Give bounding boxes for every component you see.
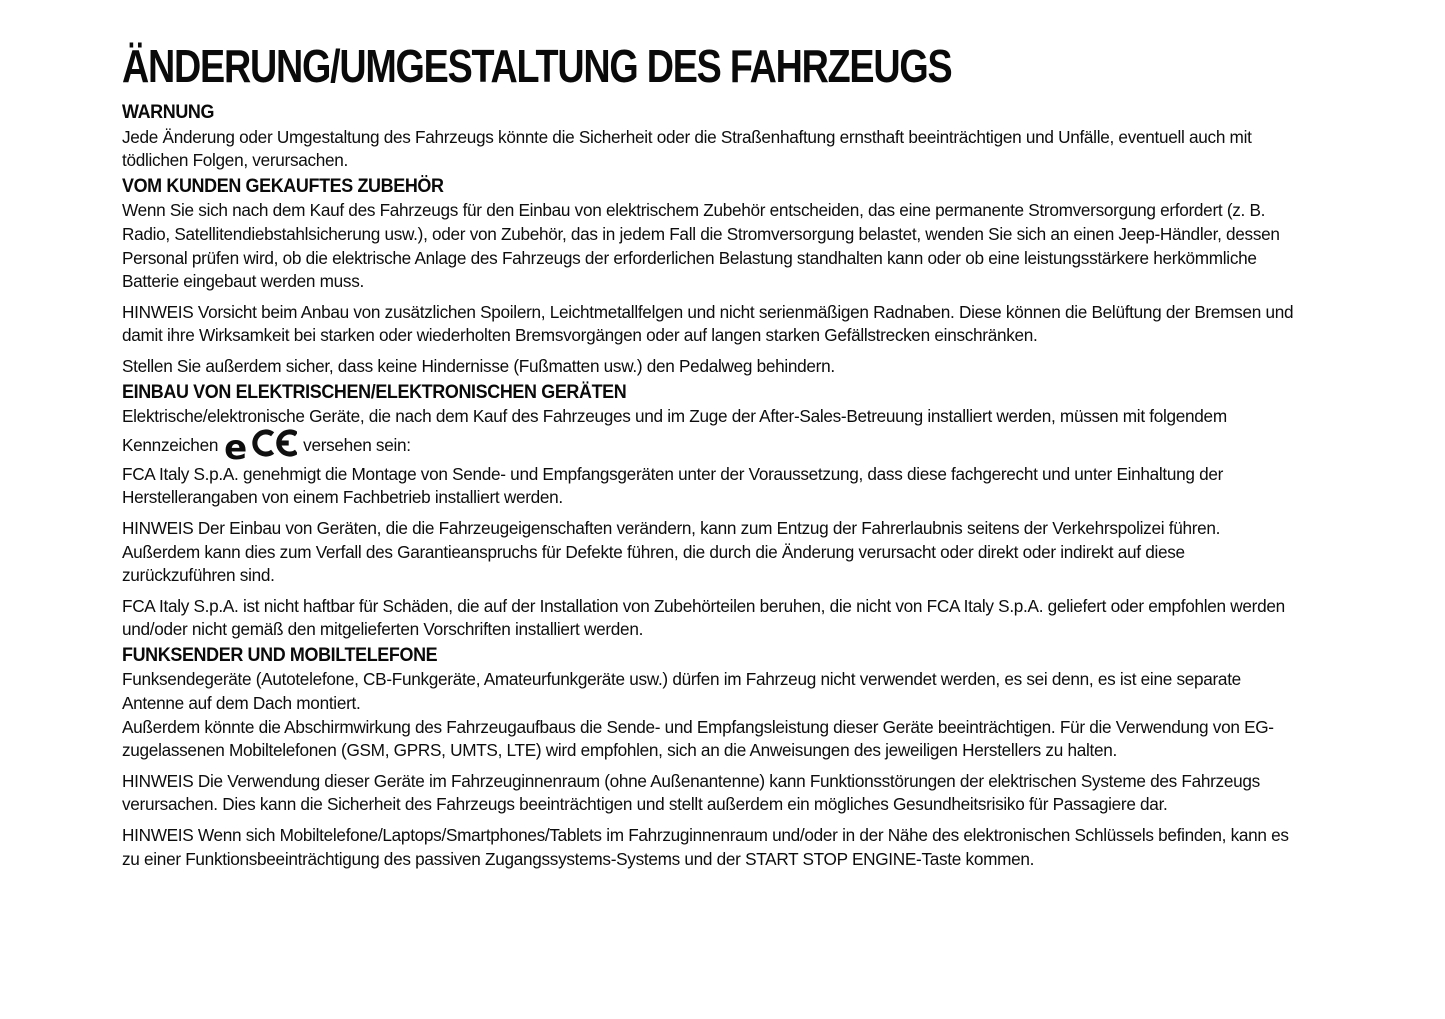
paragraph-warnung: Jede Änderung oder Umgestaltung des Fahrzeugs könnte die Sicherheit oder die Straßenhaftung ernsthaft beeinträchtigen und Unfälle, eventuell auch mit tödlichen Folgen, verursachen. [122, 126, 1252, 171]
section-heading-einbau-geraete: EINBAU VON ELEKTRISCHEN/ELEKTRONISCHEN GERÄTEN [122, 380, 627, 403]
section-heading-warnung: WARNUNG [122, 101, 215, 123]
paragraph-fca-haftung: FCA Italy S.p.A. ist nicht haftbar für Schäden, die auf der Installation von Zubehörteilen beruhen, die nicht von FCA Italy S.p.A. geliefert oder empfohlen werden und/oder nicht gemäß den mitgelieferten Vorschriften installiert werden. [122, 595, 1285, 640]
section-heading-funksender: FUNKSENDER UND MOBILTELEFONE [122, 643, 438, 666]
ce-mark-icon [251, 429, 297, 457]
paragraph-fca-genehmigt: FCA Italy S.p.A. genehmigt die Montage von Sende- und Empfangsgeräten unter der Voraussetzung, dass diese fachgerecht und unter Einhaltung der Herstellerangaben von einem Fachbetrieb installiert werden. [122, 463, 1224, 508]
kennzeichen-text-before: Elektrische/elektronische Geräte, die nach dem Kauf des Fahrzeuges und im Zuge der After-Sales-Betreuung installiert werden, müssen mit folgendem Kennzeichen [122, 406, 1227, 455]
paragraph-hinweis-spoiler: HINWEIS Vorsicht beim Anbau von zusätzlichen Spoilern, Leichtmetallfelgen und nicht serienmäßigen Radnaben. Diese können die Belüftung der Bremsen und damit ihre Wirksamkeit bei starken oder wiederholten Bremsvorgängen oder auf langen starken Gefällstrecken einschränken. [122, 301, 1294, 346]
paragraph-pedalweg: Stellen Sie außerdem sicher, dass keine Hindernisse (Fußmatten usw.) den Pedalweg behindern. [122, 355, 835, 376]
paragraph-funksendegeraete: Funksendegeräte (Autotelefone, CB-Funkgeräte, Amateurfunkgeräte usw.) dürfen im Fahrzeug nicht verwendet werden, es sei denn, es ist eine separate Antenne auf dem Dach montiert. [122, 669, 1241, 714]
paragraph-hinweis-innenraum: HINWEIS Die Verwendung dieser Geräte im Fahrzeuginnenraum (ohne Außenantenne) kann Funktionsstörungen der elektrischen Systeme des Fahrzeugs verursachen. Dies kann die Sicherheit des Fahrzeugs beeinträchtigen und stellt außerdem ein mögliches Gesundheitsrisiko für Passagiere dar. [122, 770, 1260, 815]
paragraph-hinweis-entzug-fahrerlaubnis: HINWEIS Der Einbau von Geräten, die die Fahrzeugeigenschaften verändern, kann zum Entzug der Fahrerlaubnis seitens der Verkehrspolizei führen. Außerdem kann dies zum Verfall des Garantieanspruchs für Defekte führen, die durch die Änderung verursacht oder direkt oder indirekt auf diese zurückzuführen sind. [122, 517, 1221, 586]
page-title: ÄNDERUNG/UMGESTALTUNG DES FAHRZEUGS [122, 40, 952, 92]
paragraph-zubehoer-einbau-elektrisch: Wenn Sie sich nach dem Kauf des Fahrzeugs für den Einbau von elektrischem Zubehör entscheiden, das eine permanente Stromversorgung erfordert (z. B. Radio, Satellitendiebstahlsicherung usw.), oder von Zubehör, das in jedem Fall die Stromversorgung belastet, wenden Sie sich an einen Jeep-Händler, dessen Personal prüfen wird, ob die elektrische Anlage des Fahrzeugs der erforderlichen Belastung standhalten kann oder ob eine leistungsstärkere herkömmliche Batterie eingebaut werden muss. [122, 200, 1280, 292]
paragraph-kennzeichen [122, 405, 1295, 468]
kennzeichen-text-after: versehen sein: [303, 434, 411, 455]
paragraph-hinweis-schluessel: HINWEIS Wenn sich Mobiltelefone/Laptops/Smartphones/Tablets im Fahrzuginnenraum und/oder in der Nähe des elektronischen Schlüssels befinden, kann es zu einer Funktionsbeeinträchtigung des passiven Zugangssystems-Systems und der START STOP ENGINE-Taste kommen. [122, 825, 1289, 869]
e-approval-mark-icon: e [224, 427, 248, 468]
section-heading-zubehoer: VOM KUNDEN GEKAUFTES ZUBEHÖR [122, 174, 444, 197]
paragraph-abschirmwirkung: Außerdem könnte die Abschirmwirkung des Fahrzeugaufbaus die Sende- und Empfangsleistung dieser Geräte beeinträchtigen. Für die Verwendung von EG-zugelassenen Mobiltelefonen (GSM, GPRS, UMTS, LTE) wird empfohlen, sich an die Anweisungen des jeweiligen Herstellers zu halten. [122, 716, 1274, 761]
